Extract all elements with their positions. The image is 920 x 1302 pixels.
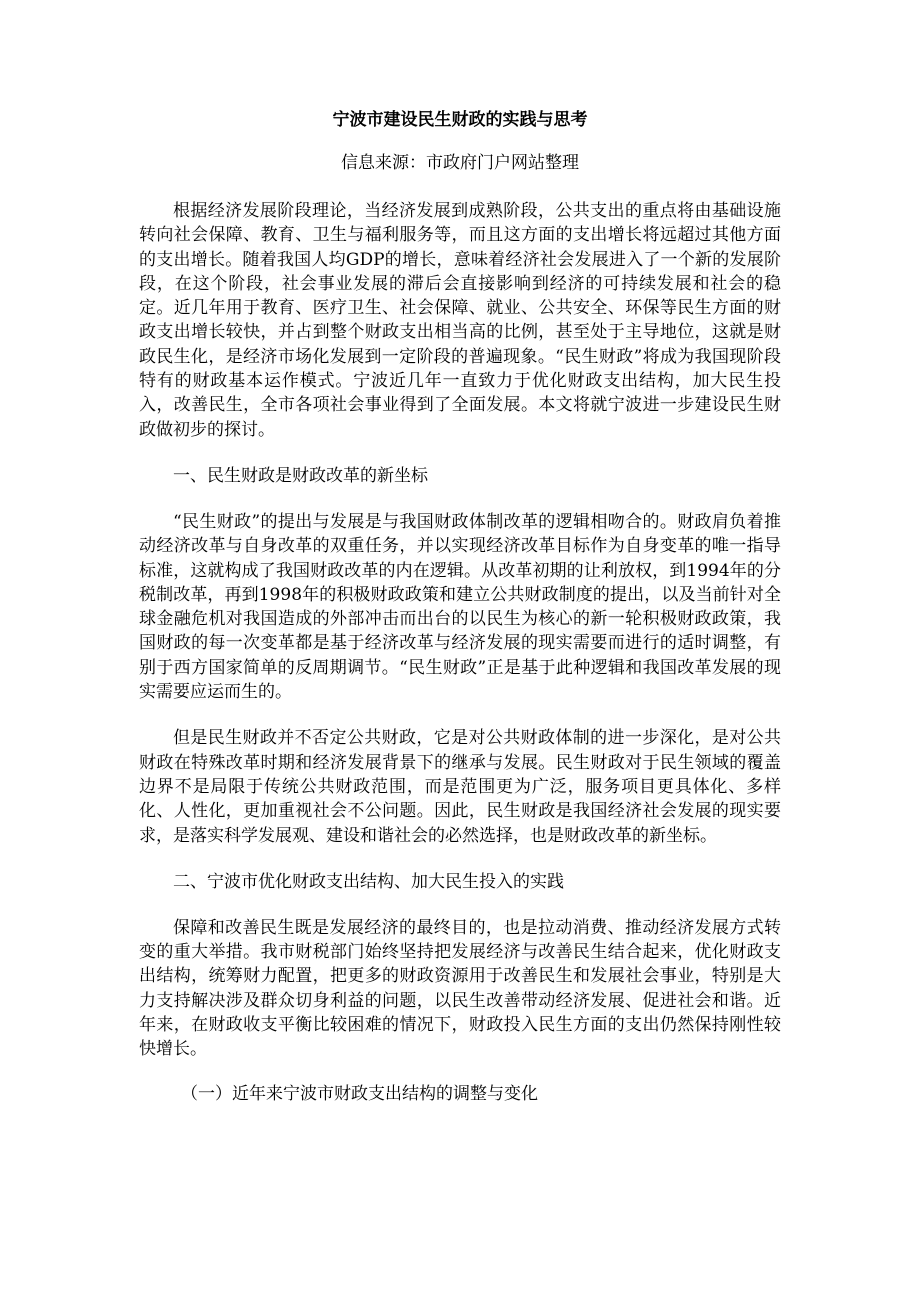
section-heading-2: 二、宁波市优化财政支出结构、加大民生投入的实践 (173, 871, 564, 892)
paragraph-reform-logic: “民生财政”的提出与发展是与我国财政体制改革的逻辑相吻合的。财政肩负着推动经济改革与自身改革的双重任务，并以实现经济改革目标作为自身变革的唯一指导标准，这就构成了我国财政改革的内在逻辑。从改革初期的让利放权，到1994年的分税制改革，再到1998年的积极财政政策和建立公共财政制度的提出，以及当前针对全球金融危机对我国造成的外部冲击而出台的以民生为核心的新一轮积极财政政策，我国财政的每一次变革都是基于经济改革与经济发展的现实需要而进行的适时调整，有别于西方国家简单的反周期调节。“民生财政”正是基于此种逻辑和我国改革发展的现实需要应运而生的。 (139, 511, 781, 703)
paragraph-public-finance: 但是民生财政并不否定公共财政，它是对公共财政体制的进一步深化，是对公共财政在特殊改革时期和经济发展背景下的继承与发展。民生财政对于民生领域的覆盖边界不是局限于传统公共财政范围，而是范围更为广泛，服务项目更具体化、多样化、人性化，更加重视社会不公问题。因此，民生财政是我国经济社会发展的现实要求，是落实科学发展观、建设和谐社会的必然选择，也是财政改革的新坐标。 (139, 728, 781, 846)
paragraph-intro: 根据经济发展阶段理论，当经济发展到成熟阶段，公共支出的重点将由基础设施转向社会保障、教育、卫生与福利服务等，而且这方面的支出增长将远超过其他方面的支出增长。随着我国人均GDP的增长，意味着经济社会发展进入了一个新的发展阶段，在这个阶段，社会事业发展的滞后会直接影响到经济的可持续发展和社会的稳定。近几年用于教育、医疗卫生、社会保障、就业、公共安全、环保等民生方面的财政支出增长较快，并占到整个财政支出相当高的比例，甚至处于主导地位，这就是财政民生化，是经济市场化发展到一定阶段的普遍现象。“民生财政”将成为我国现阶段特有的财政基本运作模式。宁波近几年一直致力于优化财政支出结构，加大民生投入，改善民生，全市各项社会事业得到了全面发展。本文将就宁波进一步建设民生财政做初步的探讨。 (139, 201, 781, 440)
sub-heading-1: （一）近年来宁波市财政支出结构的调整与变化 (181, 1083, 538, 1104)
document-page (139, 105, 781, 1106)
document-source: 信息来源：市政府门户网站整理 (341, 153, 579, 173)
section-heading-1: 一、民生财政是财政改革的新坐标 (173, 465, 428, 486)
paragraph-livelihood-practice: 保障和改善民生既是发展经济的最终目的，也是拉动消费、推动经济发展方式转变的重大举措。我市财税部门始终坚持把发展经济与改善民生结合起来，优化财政支出结构，统筹财力配置，把更多的财政资源用于改善民生和发展社会事业，特别是大力支持解决涉及群众切身利益的问题，以民生改善带动经济发展、促进社会和谐。近年来，在财政收支平衡比较困难的情况下，财政投入民生方面的支出仍然保持刚性较快增长。 (139, 917, 781, 1060)
document-title: 宁波市建设民生财政的实践与思考 (332, 110, 588, 130)
